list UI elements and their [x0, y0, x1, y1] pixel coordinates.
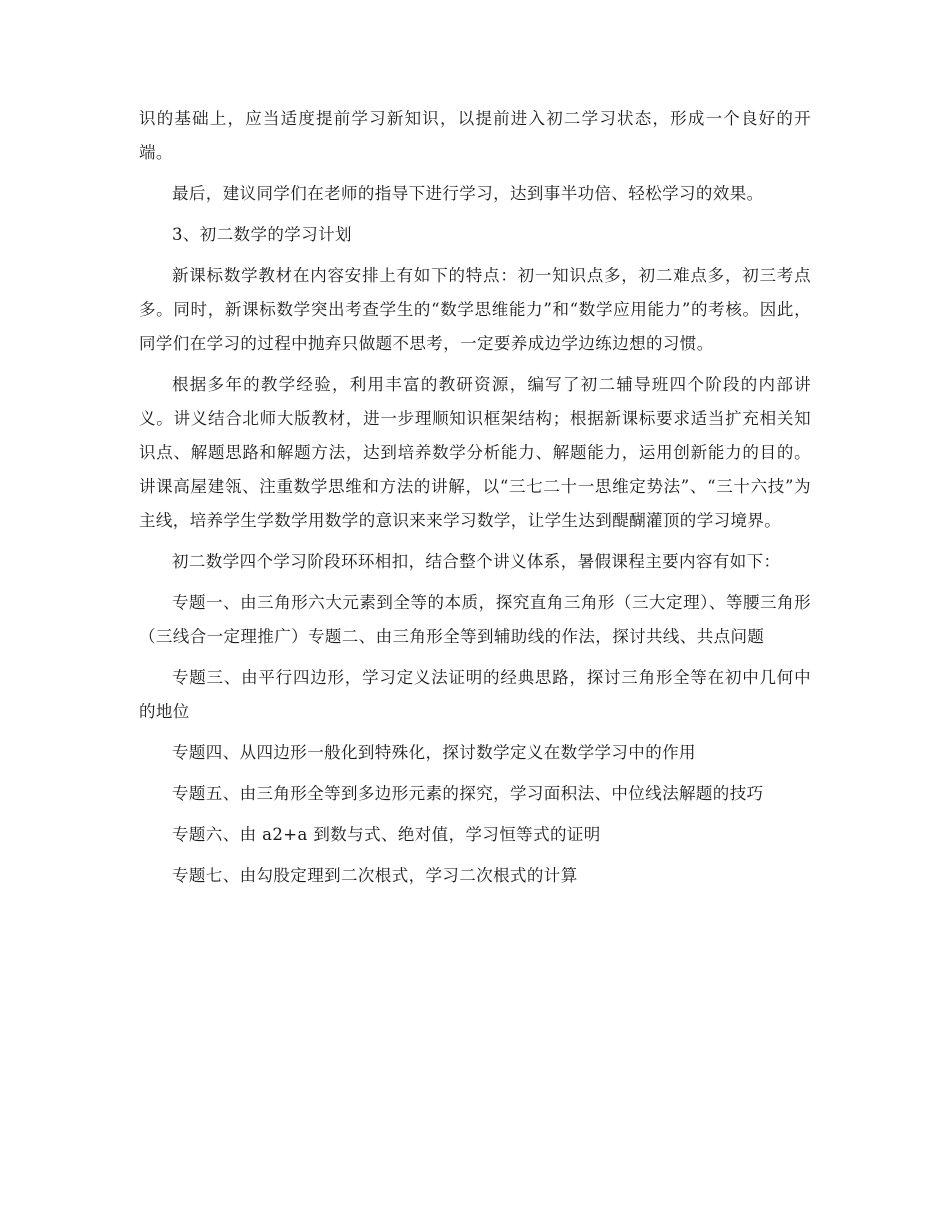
- topic-5: 专题五、由三角形全等到多边形元素的探究，学习面积法、中位线法解题的技巧: [172, 784, 764, 803]
- document-page: [139, 102, 811, 900]
- section-heading: 3、初二数学的学习计划: [172, 225, 352, 244]
- topic-6: 专题六、由 a2+a 到数与式、绝对值，学习恒等式的证明: [172, 825, 601, 844]
- topic-1-2: 专题一、由三角形六大元素到全等的本质，探究直角三角形（三大定理）、等腰三角形（三线合一定理推广）专题二、由三角形全等到辅助线的作法，探讨共线、共点问题: [139, 593, 811, 646]
- topic-3: 专题三、由平行四边形，学习定义法证明的经典思路，探讨三角形全等在初中几何中的地位: [139, 668, 811, 721]
- paragraph-lecture-notes: 根据多年的教学经验，利用丰富的教研资源，编写了初二辅导班四个阶段的内部讲义。讲义结合北师大版教材，进一步理顺知识框架结构；根据新课标要求适当扩充相关知识点、解题思路和解题方法，达到培养数学分析能力、解题能力，运用创新能力的目的。讲课高屋建瓴、注重数学思维和方法的讲解，以“三七二十一思维定势法”、“三十六技”为主线，培养学生学数学用数学的意识来来学习数学，让学生达到醍醐灌顶的学习境界。: [139, 375, 811, 530]
- paragraph-textbook-features: 新课标数学教材在内容安排上有如下的特点：初一知识点多，初二难点多，初三考点多。同时，新课标数学突出考查学生的“数学思维能力”和“数学应用能力”的考核。因此，同学们在学习的过程中抛弃只做题不思考，一定要养成边学边练边想的习惯。: [139, 266, 811, 353]
- paragraph-advice: 最后，建议同学们在老师的指导下进行学习，达到事半功倍、轻松学习的效果。: [172, 184, 764, 203]
- paragraph-continuation: 识的基础上，应当适度提前学习新知识，以提前进入初二学习状态，形成一个良好的开端。: [139, 109, 811, 162]
- topic-7: 专题七、由勾股定理到二次根式，学习二次根式的计算: [172, 866, 578, 885]
- paragraph-summer-course: 初二数学四个学习阶段环环相扣，结合整个讲义体系，暑假课程主要内容有如下：: [172, 552, 781, 571]
- topic-4: 专题四、从四边形一般化到特殊化，探讨数学定义在数学学习中的作用: [172, 743, 696, 762]
